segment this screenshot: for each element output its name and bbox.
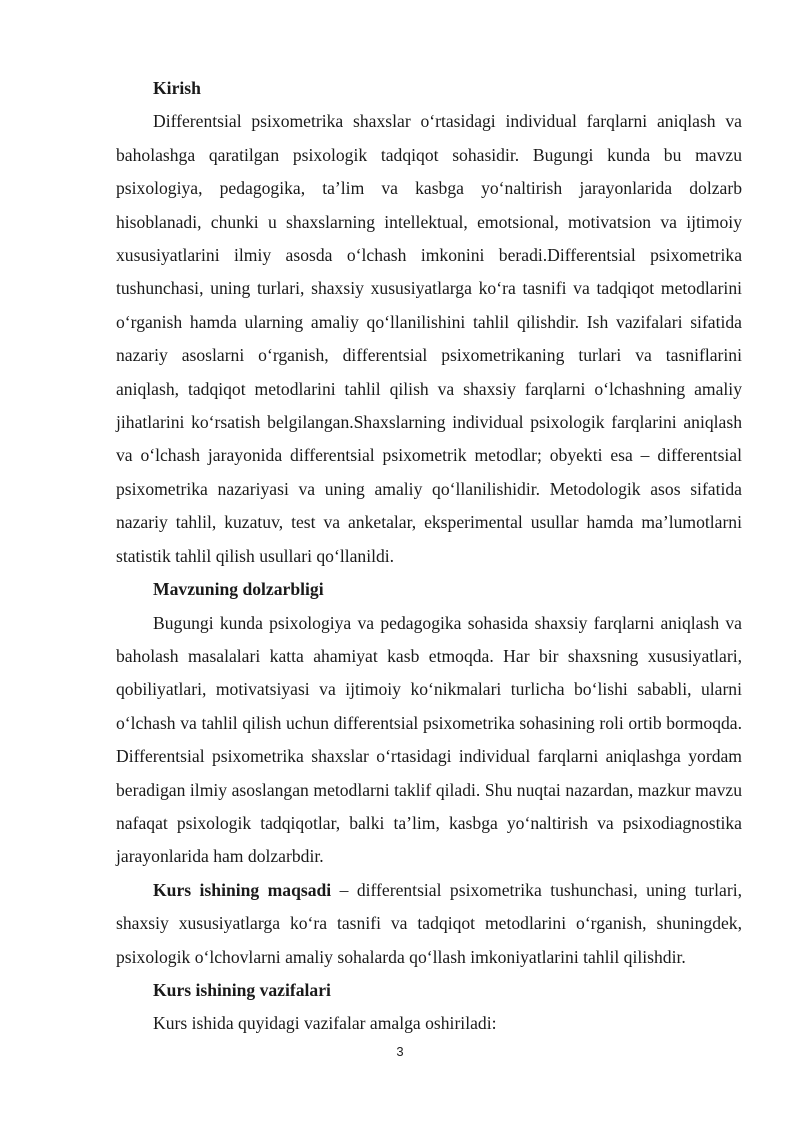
tasks-paragraph: Kurs ishida quyidagi vazifalar amalga oshiriladi: [153,1013,497,1034]
goal-text: – differentsial psixometrika tushunchasi, uning turlari, shaxsiy xususiyatlarga ko‘ra tasnifi va tadqiqot metodlarini o‘rganish, shuningdek, psixologik o‘lchovlarni amaliy sohalarda qo‘llash imkoniyatlarini tahlil qilishdir. [116,879,742,967]
goal-paragraph [116,874,742,974]
goal-label: Kurs ishining maqsadi [153,879,332,900]
relevance-paragraph: Bugungi kunda psixologiya va pedagogika sohasida shaxsiy farqlarni aniqlash va baholash masalalari katta ahamiyat kasb etmoqda. Har bir shaxsning xususiyatlari, qobiliyatlari, motivatsiyasi va ijtimoiy ko‘nikmalari turlicha bo‘lishi sababli, ularni o‘lchash va tahlil qilish uchun differentsial psixometrika sohasining roli ortib bormoqda. Differentsial psixometrika shaxslar o‘rtasidagi individual farqlarni aniqlashga yordam beradigan ilmiy asoslangan metodlarni taklif qiladi. Shu nuqtai nazardan, mazkur mavzu nafaqat psixologik tadqiqotlar, balki ta’lim, kasbga yo‘naltirish va psixodiagnostika jarayonlarida ham dolzarbdir. [116,612,742,867]
intro-paragraph: Differentsial psixometrika shaxslar o‘rtasidagi individual farqlarni aniqlash va baholashga qaratilgan psixologik tadqiqot sohasidir. Bugungi kunda bu mavzu psixologiya, pedagogika, ta’lim va kasbga yo‘naltirish jarayonlarida dolzarb hisoblanadi, chunki u shaxslarning intellektual, emotsional, motivatsion va ijtimoiy xususiyatlarini ilmiy asosda o‘lchash imkonini beradi.Differentsial psixometrika tushunchasi, uning turlari, shaxsiy xususiyatlarga ko‘ra tasnifi va tadqiqot metodlarini o‘rganish hamda ularning amaliy qo‘llanilishini tahlil qilishdir. Ish vazifalari sifatida nazariy asoslarni o‘rganish, differentsial psixometrikaning turlari va tasniflarini aniqlash, tadqiqot metodlarini tahlil qilish va shaxsiy farqlarni o‘lchashning amaliy jihatlarini ko‘rsatish belgilangan.Shaxslarning individual psixologik farqlarini aniqlash va o‘lchash jarayonida differentsial psixometrik metodlar; obyekti esa – differentsial psixometrika nazariyasi va uning amaliy qo‘llanilishidir. Metodologik asos sifatida nazariy tahlil, kuzatuv, test va anketalar, eksperimental usullar hamda ma’lumotlarni statistik tahlil qilish usullari qo‘llanildi. [116,111,742,566]
page-number: 3 [396,1044,404,1059]
relevance-heading: Mavzuning dolzarbligi [153,579,324,600]
page-content [116,72,742,1041]
intro-heading: Kirish [153,78,201,98]
tasks-heading: Kurs ishining vazifalari [153,979,331,1000]
